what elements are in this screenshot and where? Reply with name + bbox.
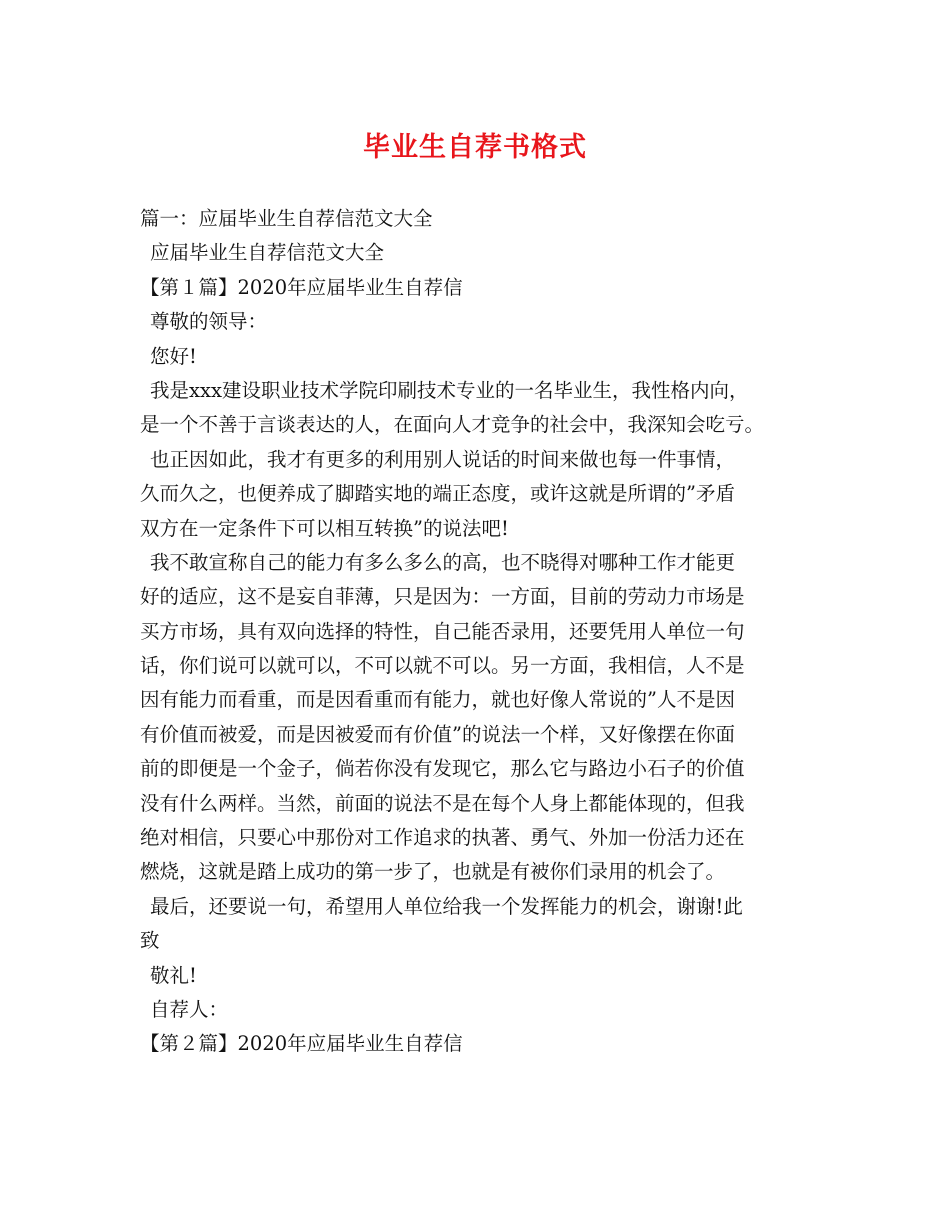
- text-line: 最后，还要说一句，希望用人单位给我一个发挥能力的机会，谢谢!此: [150, 894, 743, 918]
- text-line: 我是xxx建设职业技术学院印刷技术专业的一名毕业生，我性格内向，: [150, 378, 749, 402]
- text-line: 是一个不善于言谈表达的人，在面向人才竞争的社会中，我深知会吃亏。: [140, 413, 765, 437]
- text-line: 买方市场，具有双向选择的特性，自己能否录用，还要凭用人单位一句: [140, 619, 745, 643]
- text-line: 也正因如此，我才有更多的利用别人说话的时间来做也每一件事情，: [150, 447, 736, 471]
- text-line: 话，你们说可以就可以，不可以就不可以。另一方面，我相信，人不是: [140, 654, 745, 678]
- text-line: 【第１篇】2020年应届毕业生自荐信: [140, 275, 463, 299]
- text-line: 篇一：应届毕业生自荐信范文大全: [140, 207, 433, 230]
- text-line: 好的适应，这不是妄自菲薄，只是因为：一方面，目前的劳动力市场是: [140, 585, 745, 609]
- text-line: 敬礼!: [150, 963, 197, 987]
- text-line: 尊敬的领导：: [150, 310, 268, 334]
- text-line: 前的即便是一个金子，倘若你没有发现它，那么它与路边小石子的价值: [140, 757, 745, 781]
- text-line: 我不敢宣称自己的能力有多么多么的高，也不晓得对哪种工作才能更: [150, 550, 736, 574]
- text-line: 致: [140, 929, 160, 953]
- text-line: 燃烧，这就是踏上成功的第一步了，也就是有被你们录用的机会了。: [140, 860, 726, 884]
- text-line: 久而久之，也便养成了脚踏实地的端正态度，或许这就是所谓的”矛盾: [140, 482, 735, 506]
- text-line: 有价值而被爱，而是因被爱而有价值”的说法一个样，又好像摆在你面: [140, 722, 735, 746]
- text-line: 绝对相信，只要心中那份对工作追求的执著、勇气、外加一份活力还在: [140, 826, 745, 850]
- document-title: 毕业生自荐书格式: [363, 132, 587, 163]
- text-line: 【第２篇】2020年应届毕业生自荐信: [140, 1032, 463, 1056]
- text-line: 因有能力而看重，而是因看重而有能力，就也好像人常说的”人不是因: [140, 688, 735, 712]
- text-line: 您好!: [150, 344, 197, 368]
- text-line: 应届毕业生自荐信范文大全: [150, 241, 385, 265]
- text-line: 双方在一定条件下可以相互转换”的说法吧!: [140, 516, 509, 540]
- text-line: 自荐人：: [150, 997, 229, 1021]
- document-body: [140, 202, 820, 1062]
- text-line: 没有什么两样。当然，前面的说法不是在每个人身上都能体现的，但我: [140, 791, 745, 815]
